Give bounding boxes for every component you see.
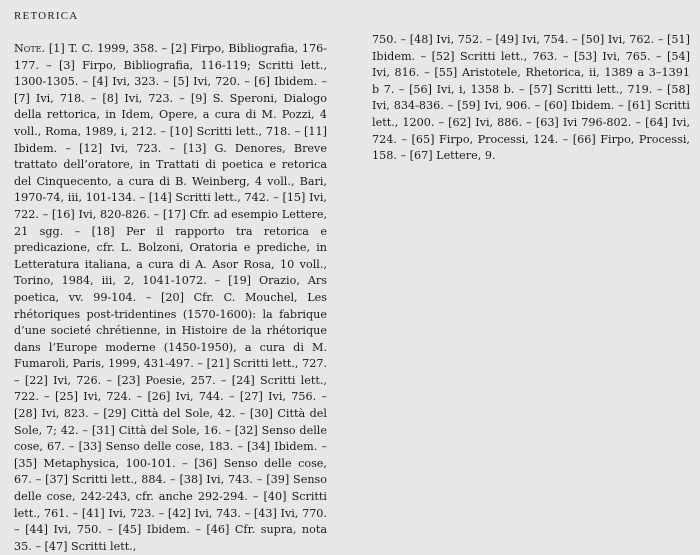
- notes-paragraph: [14, 41, 327, 555]
- notes-paragraph: [372, 32, 690, 165]
- notes-text: 750. – [48] Ivi, 752. – [49] Ivi, 754. – [50] Ivi, 762. – [51] Ibidem. – [52] Scritti lett., 763. – [53] Ivi, 765. – [54] Ivi, 816. – [55] Aristotele, Rhetorica, ii, 1389 a 3–1391 b 7. – [56] Ivi, i, 1358 b. – [57] Scritti lett., 719. – [58] Ivi, 834-836. – [59] Ivi, 906. – [60] Ibidem. – [61] Scritti lett., 1200. – [62] Ivi, 886. – [63] Ivi 796-802. – [64] Ivi, 724. – [65] Firpo, Processi, 124. – [66] Firpo, Processi, 158. – [67] Lettere, 9.: [372, 33, 690, 163]
- notes-column-left: [14, 41, 327, 555]
- running-head: RETORICA: [14, 10, 79, 22]
- notes-text: [1] T. C. 1999, 358. – [2] Firpo, Bibliografia, 176-177. – [3] Firpo, Bibliografia, 116-119; Scritti lett., 1300-1305. – [4] Ivi, 323. – [5] Ivi, 720. – [6] Ibidem. – [7] Ivi, 718. – [8] Ivi, 723. – [9] S. Speroni, Dialogo della rettorica, in Idem, Opere, a cura di M. Pozzi, 4 voll., Roma, 1989, i, 212. – [10] Scritti lett., 718. – [11] Ibidem. – [12] Ivi, 723. – [13] G. Denores, Breve trattato dell’oratore, in Trattati di poetica e retorica del Cinquecento, a cura di B. Weinberg, 4 voll., Bari, 1970-74, iii, 101-134. – [14] Scritti lett., 742. – [15] Ivi, 722. – [16] Ivi, 820-826. – [17] Cfr. ad esempio Lettere, 21 sgg. – [18] Per il rapporto tra retorica e predicazione, cfr. L. Bolzoni, Oratoria e prediche, in Letteratura italiana, a cura di A. Asor Rosa, 10 voll., Torino, 1984, iii, 2, 1041-1072. – [19] Orazio, Ars poetica, vv. 99-104. – [20] Cfr. C. Mouchel, Les rhétoriques post-tridentines (1570-1600): la fabrique d’une societé chrétienne, in Histoire de la rhétorique dans l’Europe moderne (1450-1950), a cura di M. Fumaroli, Paris, 1999, 431-497. – [21] Scritti lett., 727. – [22] Ivi, 726. – [23] Poesie, 257. – [24] Scritti lett., 722. – [25] Ivi, 724. – [26] Ivi, 744. – [27] Ivi, 756. – [28] Ivi, 823. – [29] Città del Sole, 42. – [30] Città del Sole, 7; 42. – [31] Città del Sole, 16. – [32] Senso delle cose, 67. – [33] Senso delle cose, 183. – [34] Ibidem. – [35] Metaphysica, 100-101. – [36] Senso delle cose, 67. – [37] Scritti lett., 884. – [38] Ivi, 743. – [39] Senso delle cose, 242-243, cfr. anche 292-294. – [40] Scritti lett., 761. – [41] Ivi, 723. – [42] Ivi, 743. – [43] Ivi, 770. – [44] Ivi, 750. – [45] Ibidem. – [46] Cfr. supra, nota 35. – [47] Scritti lett.,: [14, 42, 327, 553]
- notes-lead: Note.: [14, 42, 46, 55]
- notes-column-right: [372, 32, 690, 165]
